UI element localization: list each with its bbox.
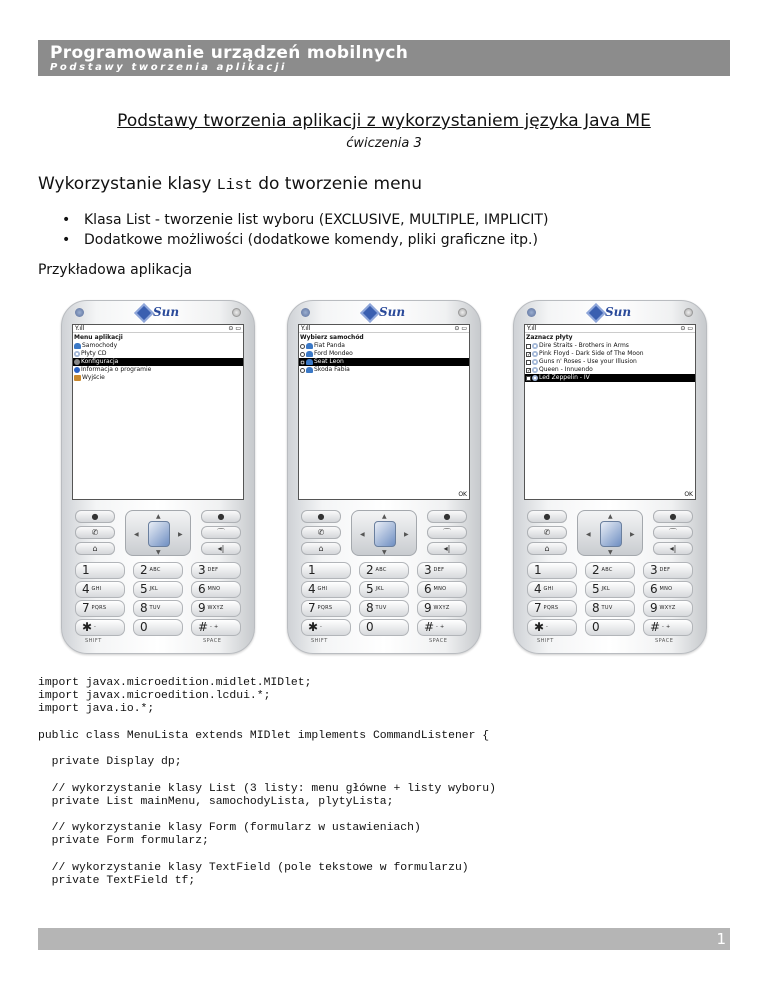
signal-icon: Y.ıll [301,325,311,332]
list-item-label: Fiat Panda [314,342,345,349]
key-digit: 0 [366,620,374,634]
keypad-key[interactable] [133,600,183,617]
key-digit: 3 [650,563,658,577]
key-letters: TUV [147,605,161,611]
section-heading-after: do tworzenie menu [252,174,423,194]
keypad-key[interactable] [359,562,409,579]
keypad-key[interactable] [75,600,125,617]
car-icon [306,359,313,365]
shift-label: SHIFT [537,638,554,644]
list-item[interactable] [525,374,695,382]
call-button[interactable]: ✆ [301,526,341,539]
keypad-key[interactable] [417,600,467,617]
keypad-key[interactable] [301,600,351,617]
clear-button[interactable]: ◂| [427,542,467,555]
cd-icon [532,343,538,349]
clear-button[interactable]: ◂| [201,542,241,555]
key-digit: 9 [650,601,658,615]
key-letters: MNO [431,586,447,592]
keypad-key[interactable] [527,562,577,579]
sun-logo-icon [134,303,154,323]
dpad-select-button[interactable] [148,521,170,547]
key-digit: 8 [140,601,148,615]
keypad-key[interactable] [75,581,125,598]
keypad-key[interactable] [359,619,409,636]
sensor-icon [684,308,693,317]
list-item[interactable] [525,342,695,350]
dpad[interactable] [577,510,643,556]
down-arrow-icon[interactable]: ▼ [156,549,161,556]
key-digit: # [198,620,209,634]
key-letters: JKL [373,586,384,592]
keypad-key[interactable] [643,581,693,598]
phone-screen [524,324,696,500]
keypad-key[interactable] [643,619,693,636]
softkey-ok[interactable]: OK [684,491,693,498]
signal-icon: Y.ıll [527,325,537,332]
key-letters: PQRS [315,605,333,611]
clear-button[interactable]: ◂| [653,542,693,555]
sun-logo [131,304,185,322]
camera-icon [527,308,536,317]
space-label: SPACE [203,638,222,644]
key-letters: MNO [205,586,221,592]
end-call-button[interactable]: ⌒ [427,526,467,539]
key-letters: - + [434,624,445,630]
left-arrow-icon[interactable]: ◀ [134,531,139,538]
gear-icon [74,359,80,365]
up-arrow-icon[interactable]: ▲ [156,513,161,520]
list-item[interactable] [525,358,695,366]
key-digit: 0 [140,620,148,634]
right-softkey-button[interactable]: ● [201,510,241,523]
checkbox[interactable] [526,344,531,349]
key-digit: 3 [424,563,432,577]
radio-button[interactable] [300,352,305,357]
sun-logo-text: Sun [153,305,180,319]
list-title: Wybierz samochód [300,334,364,341]
list-item[interactable] [73,350,243,358]
left-arrow-icon[interactable]: ◀ [586,531,591,538]
key-digit: 5 [140,582,148,596]
section-heading-before: Wykorzystanie klasy [38,174,217,194]
checkbox[interactable]: ✓ [527,351,532,358]
dpad[interactable] [351,510,417,556]
key-digit: 1 [308,563,316,577]
up-arrow-icon[interactable]: ▲ [382,513,387,520]
list-item[interactable] [299,350,469,358]
key-digit: 7 [82,601,90,615]
left-softkey-button[interactable]: ● [527,510,567,523]
list-item-label: Dire Straits - Brothers in Arms [539,342,629,349]
document-title: Podstawy tworzenia aplikacji z wykorzystaniem języka Java ME [117,111,651,131]
keypad-key[interactable] [359,581,409,598]
dpad[interactable] [125,510,191,556]
list-item-label: Pink Floyd - Dark Side of The Moon [539,350,644,357]
key-digit: 1 [82,563,90,577]
sensor-icon [458,308,467,317]
key-letters: JKL [147,586,158,592]
exit-icon [74,375,81,381]
keypad-key[interactable] [585,600,635,617]
key-letters: PQRS [541,605,559,611]
phone-emulator-menu [61,300,255,654]
camera-icon [301,308,310,317]
car-icon [306,343,313,349]
key-digit: ✱ [534,620,545,634]
keypad-key[interactable] [191,600,241,617]
example-label: Przykładowa aplikacja [38,262,193,278]
end-call-button[interactable]: ⌒ [653,526,693,539]
battery-icon: ⊙ ▭ [680,325,693,332]
keypad-key[interactable] [585,581,635,598]
sun-logo [583,304,637,322]
left-arrow-icon[interactable]: ◀ [360,531,365,538]
softkey-ok[interactable]: OK [458,491,467,498]
keypad-key[interactable] [301,562,351,579]
list-item-label: Płyty CD [81,350,107,357]
header-band [38,40,730,76]
sun-logo-icon [586,303,606,323]
navigation-cluster [527,510,693,556]
page-number: 1 [716,930,726,948]
keypad-key[interactable] [133,562,183,579]
down-arrow-icon[interactable]: ▼ [382,549,387,556]
key-letters: PQRS [89,605,107,611]
phone-screen [72,324,244,500]
keypad-key[interactable] [301,619,351,636]
bullet-item: • Dodatkowe możliwości (dodatkowe komendy, pliki graficzne itp.) [62,230,548,250]
key-letters: MNO [657,586,673,592]
right-softkey-button[interactable]: ● [653,510,693,523]
key-digit: 9 [198,601,206,615]
cd-icon [74,351,80,357]
keypad-key[interactable] [75,619,125,636]
battery-icon: ⊙ ▭ [228,325,241,332]
cd-icon [532,375,538,381]
key-digit: 4 [308,582,316,596]
key-digit: ✱ [82,620,93,634]
list-title: Menu aplikacji [74,334,123,341]
key-letters: DEF [657,567,671,573]
key-digit: 6 [424,582,432,596]
radio-button[interactable] [300,360,305,365]
status-bar [525,325,695,333]
list-item-label: Informacja o programie [81,366,152,373]
sun-logo-text: Sun [379,305,406,319]
key-digit: 8 [592,601,600,615]
car-icon [74,343,81,349]
info-icon [74,367,80,373]
key-digit: ✱ [308,620,319,634]
keypad-key[interactable] [643,562,693,579]
key-letters: GHI [89,586,102,592]
key-digit: 2 [592,563,600,577]
home-button[interactable]: ⌂ [301,542,341,555]
key-digit: 2 [140,563,148,577]
key-digit: 5 [592,582,600,596]
list-item[interactable] [525,350,695,358]
key-letters: GHI [315,586,328,592]
keypad-key[interactable] [301,581,351,598]
list-item-label: Guns n' Roses - Use your Illusion [539,358,637,365]
shift-label: SHIFT [311,638,328,644]
keypad-key[interactable] [191,562,241,579]
list-item-label: Ford Mondeo [314,350,353,357]
right-arrow-icon[interactable]: ▶ [404,531,409,538]
list-item[interactable] [299,342,469,350]
sun-logo-icon [360,303,380,323]
keypad-key[interactable] [417,619,467,636]
key-letters: WXYZ [205,605,224,611]
radio-button[interactable] [300,344,305,349]
document-subtitle: ćwiczenia 3 [346,136,422,151]
space-label: SPACE [655,638,674,644]
navigation-cluster [301,510,467,556]
shift-label: SHIFT [85,638,102,644]
keypad-key[interactable] [527,600,577,617]
footer-band [38,928,730,950]
key-letters: DEF [431,567,445,573]
left-softkey-button[interactable]: ● [75,510,115,523]
sun-logo [357,304,411,322]
key-digit: 9 [424,601,432,615]
right-arrow-icon[interactable]: ▶ [178,531,183,538]
list-item[interactable] [73,366,243,374]
sun-logo-text: Sun [605,305,632,319]
list-item-label: Led Zeppelin - IV [539,374,590,381]
header-title: Programowanie urządzeń mobilnych [50,43,409,63]
list-item[interactable] [73,358,243,366]
up-arrow-icon[interactable]: ▲ [608,513,613,520]
phone-emulator-multiple [513,300,707,654]
keypad-key[interactable] [585,562,635,579]
key-digit: 5 [366,582,374,596]
key-digit: 6 [650,582,658,596]
keypad-key[interactable] [191,581,241,598]
key-digit: 2 [366,563,374,577]
phone-emulator-exclusive [287,300,481,654]
key-letters: - [318,624,323,630]
list-item-label: Konfiguracja [81,358,119,365]
end-call-button[interactable]: ⌒ [201,526,241,539]
list-item-label: Queen - Innuendo [539,366,593,373]
list-item[interactable] [525,366,695,374]
status-bar [73,325,243,333]
code-listing: import javax.microedition.midlet.MIDlet; import javax.microedition.lcdui.*; import java.io.*; public class MenuLista extends MIDlet implements CommandListener { private Display dp; // wykorzystanie klasy List (3 listy: menu główne + listy wyboru) private List mainMenu, samochodyLista, plytyLista; // wykorzystanie klasy Form (formularz w ustawieniach) private Form formularz; // wykorzystanie klasy TextField (pole tekstowe w formularzu) private TextField tf; [38,677,496,888]
checkbox[interactable]: ✓ [527,375,532,382]
key-digit: 4 [82,582,90,596]
navigation-cluster [75,510,241,556]
list-item[interactable] [299,366,469,374]
list-item-label: Skoda Fabia [314,366,350,373]
list-item[interactable] [299,358,469,366]
down-arrow-icon[interactable]: ▼ [608,549,613,556]
right-softkey-button[interactable]: ● [427,510,467,523]
key-letters: WXYZ [431,605,450,611]
key-digit: 7 [308,601,316,615]
key-letters: - + [208,624,219,630]
key-digit: 3 [198,563,206,577]
cd-icon [532,351,538,357]
keypad-key[interactable] [359,600,409,617]
key-letters: ABC [147,567,161,573]
keypad-key[interactable] [527,619,577,636]
keypad-key[interactable] [527,581,577,598]
dpad-select-button[interactable] [600,521,622,547]
cd-icon [532,359,538,365]
key-letters: DEF [205,567,219,573]
radio-button[interactable] [300,368,305,373]
dpad-select-button[interactable] [374,521,396,547]
checkbox[interactable] [526,360,531,365]
space-label: SPACE [429,638,448,644]
keypad-key[interactable] [191,619,241,636]
sensor-icon [232,308,241,317]
keypad-key[interactable] [643,600,693,617]
key-letters: TUV [599,605,613,611]
key-digit: 1 [534,563,542,577]
keypad-key[interactable] [585,619,635,636]
key-letters: WXYZ [657,605,676,611]
key-letters: GHI [541,586,554,592]
header-subtitle: Podstawy tworzenia aplikacji [50,62,288,73]
key-letters: TUV [373,605,387,611]
battery-icon: ⊙ ▭ [454,325,467,332]
list-item-label: Seat Leon [314,358,344,365]
key-letters: - [544,624,549,630]
phone-screen [298,324,470,500]
list-item-label: Samochody [82,342,118,349]
key-digit: # [424,620,435,634]
keypad-key[interactable] [133,619,183,636]
list-item[interactable] [73,342,243,350]
key-digit: # [650,620,661,634]
keypad-key[interactable] [133,581,183,598]
keypad-key[interactable] [417,562,467,579]
key-digit: 8 [366,601,374,615]
keypad-key[interactable] [417,581,467,598]
section-heading-code: List [216,177,253,194]
home-button[interactable]: ⌂ [527,542,567,555]
right-arrow-icon[interactable]: ▶ [630,531,635,538]
key-letters: JKL [599,586,610,592]
call-button[interactable]: ✆ [527,526,567,539]
bullet-item: • Klasa List - tworzenie list wyboru (EXCLUSIVE, MULTIPLE, IMPLICIT) [62,210,548,230]
key-letters: ABC [599,567,613,573]
signal-icon: Y.ıll [75,325,85,332]
key-letters: - + [660,624,671,630]
call-button[interactable]: ✆ [75,526,115,539]
home-button[interactable]: ⌂ [75,542,115,555]
list-title: Zaznacz płyty [526,334,573,341]
status-bar [299,325,469,333]
bullet-list [62,210,548,250]
section-heading [38,174,422,194]
key-digit: 4 [534,582,542,596]
checkbox[interactable]: ✓ [527,367,532,374]
cd-icon [532,367,538,373]
key-digit: 7 [534,601,542,615]
key-letters: - [92,624,97,630]
car-icon [306,367,313,373]
list-item-label: Wyjście [82,374,105,381]
car-icon [306,351,313,357]
list-item[interactable] [73,374,243,382]
camera-icon [75,308,84,317]
key-letters: ABC [373,567,387,573]
key-digit: 0 [592,620,600,634]
left-softkey-button[interactable]: ● [301,510,341,523]
key-digit: 6 [198,582,206,596]
keypad-key[interactable] [75,562,125,579]
